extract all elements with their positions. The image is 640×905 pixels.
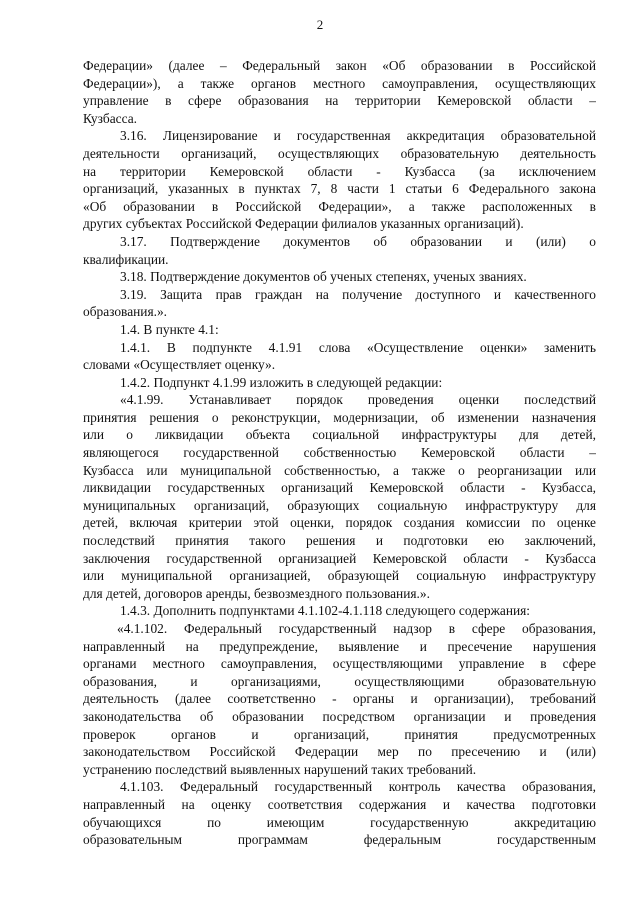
text-line: 3.18. Подтверждение документов об ученых степенях, ученых званиях. [120,269,527,285]
text-line: 3.16. Лицензирование и государственная аккредитация образовательной [120,128,596,144]
text-line: направленный на предупреждение, выявление и пресечение нарушения [83,638,596,654]
text-line: деятельности организаций, осуществляющих образовательную деятельность [83,145,596,161]
text-line: «4.1.99. Устанавливает порядок проведения оценки последствий [120,392,596,408]
paragraph [83,602,596,620]
text-line: устранению последствий выявленных нарушений таких требований. [83,761,477,777]
text-line: законодательством Российской Федерации мер по пресечению и (или) [83,744,596,760]
text-line: или о ликвидации объекта социальной инфраструктуры для детей, [83,427,596,443]
text-line: для детей, договоров аренды, безвозмездного пользования.». [83,585,430,601]
text-line: или муниципальной организацией, образующей социальную инфраструктуру [83,568,596,584]
text-line: образования, и организациями, осуществляющими образовательную [83,673,596,689]
text-line: направленный на оценку соответствия содержания и качества подготовки [83,796,596,812]
text-line: организаций, указанных в пунктах 7, 8 части 1 статьи 6 Федерального закона [83,181,596,197]
paragraph [83,286,596,321]
text-line: ликвидации государственных организаций Кемеровской области - Кузбасса, [83,480,596,496]
text-line: заключения государственной организацией Кемеровской области - Кузбасса [83,550,596,566]
text-line: образовательным программам федеральным государственным [83,832,596,848]
paragraph [83,620,596,778]
text-line: проверок органов и организаций, принятия предусмотренных [83,726,596,742]
text-line: словами «Осуществляет оценку». [83,357,276,373]
page-number: 2 [316,17,324,32]
text-line: образования.». [83,304,168,320]
text-line: квалификации. [83,251,169,267]
paragraph [83,127,596,233]
paragraph [83,374,596,392]
paragraph [83,339,596,374]
text-line: муниципальных организаций, образующих социальную инфраструктуру для [83,497,596,513]
text-line: 3.19. Защита прав граждан на получение доступного и качественного [120,286,596,302]
document-body [83,57,596,849]
text-line: «Об образовании в Российской Федерации», а также расположенных в [83,198,596,214]
text-line: управление в сфере образования на территории Кемеровской области – [83,93,596,109]
text-line: законодательства об образовании посредством организации и проведения [83,708,596,724]
text-line: других субъектах Российской Федерации филиалов указанных организаций). [83,216,524,232]
paragraph [83,391,596,602]
text-line: Федерации» (далее – Федеральный закон «Об образовании в Российской [83,58,596,73]
text-line: Кузбасса или муниципальной собственностью, а также о реорганизации или [83,462,596,478]
text-line: 4.1.103. Федеральный государственный контроль качества образования, [120,779,596,795]
paragraph [83,321,596,339]
paragraph [83,268,596,286]
text-line: принятия решения о реконструкции, модернизации, об изменении назначения [83,409,596,425]
text-line: 1.4. В пункте 4.1: [120,321,219,337]
paragraph [83,57,596,127]
paragraph [83,778,596,848]
text-line: 1.4.2. Подпункт 4.1.99 изложить в следующей редакции: [120,374,443,390]
text-line: детей, включая критерии этой оценки, порядок создания комиссии по оценке [83,515,596,531]
text-line: 3.17. Подтверждение документов об образовании и (или) о [120,233,596,249]
text-line: 1.4.1. В подпункте 4.1.91 слова «Осуществление оценки» заменить [120,339,596,355]
text-line: деятельность (далее соответственно - органы и организации), требований [83,691,596,707]
text-line: Кузбасса. [83,110,138,126]
text-line: 1.4.3. Дополнить подпунктами 4.1.102-4.1.118 следующего содержания: [120,603,531,619]
text-line: последствий принятия такого решения и подготовки ею заключений, [83,533,596,549]
text-line: органами местного самоуправления, осуществляющими управление в сфере [83,656,596,672]
paragraph [83,233,596,268]
text-line: являющегося государственной собственностью Кемеровской области – [83,445,596,461]
text-line: «4.1.102. Федеральный государственный надзор в сфере образования, [117,621,596,636]
text-line: на территории Кемеровской области - Кузбасса (за исключением [83,163,596,179]
text-line: Федерации»), а также органов местного самоуправления, осуществляющих [83,75,596,91]
text-line: обучающихся по имеющим государственную аккредитацию [83,814,596,830]
